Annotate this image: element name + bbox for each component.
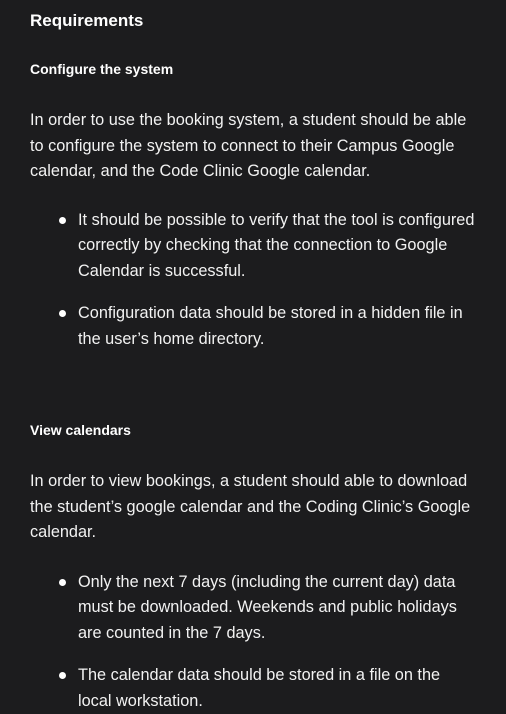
- section-view-calendars: [30, 421, 478, 714]
- section-paragraph: In order to use the booking system, a student should be able to configure the system to connect to their Campus Google calendar, and the Code Clinic Google calendar.: [30, 108, 478, 185]
- list-item: [30, 570, 478, 647]
- list-item-text: Only the next 7 days (including the current day) data must be downloaded. Weekends and public holidays are counted in the 7 days.: [78, 573, 457, 642]
- bullet-list: [30, 208, 478, 353]
- list-item-text: Configuration data should be stored in a hidden file in the user’s home directory.: [78, 304, 463, 348]
- list-item-text: The calendar data should be stored in a file on the local workstation.: [78, 666, 440, 710]
- section-title: Configure the system: [30, 60, 478, 78]
- list-item: [30, 208, 478, 285]
- bullet-dot-icon: [59, 672, 66, 679]
- bullet-dot-icon: [59, 310, 66, 317]
- page-heading: Requirements: [30, 0, 478, 31]
- bullet-dot-icon: [59, 579, 66, 586]
- section-configure-system: [30, 60, 478, 352]
- list-item: [30, 663, 478, 714]
- bullet-dot-icon: [59, 217, 66, 224]
- bullet-list: [30, 570, 478, 714]
- section-paragraph: In order to view bookings, a student should able to download the student’s google calendar and the Coding Clinic’s Google calendar.: [30, 469, 478, 546]
- list-item-text: It should be possible to verify that the tool is configured correctly by checking that the connection to Google Calendar is successful.: [78, 211, 474, 280]
- section-title: View calendars: [30, 421, 478, 439]
- list-item: [30, 301, 478, 352]
